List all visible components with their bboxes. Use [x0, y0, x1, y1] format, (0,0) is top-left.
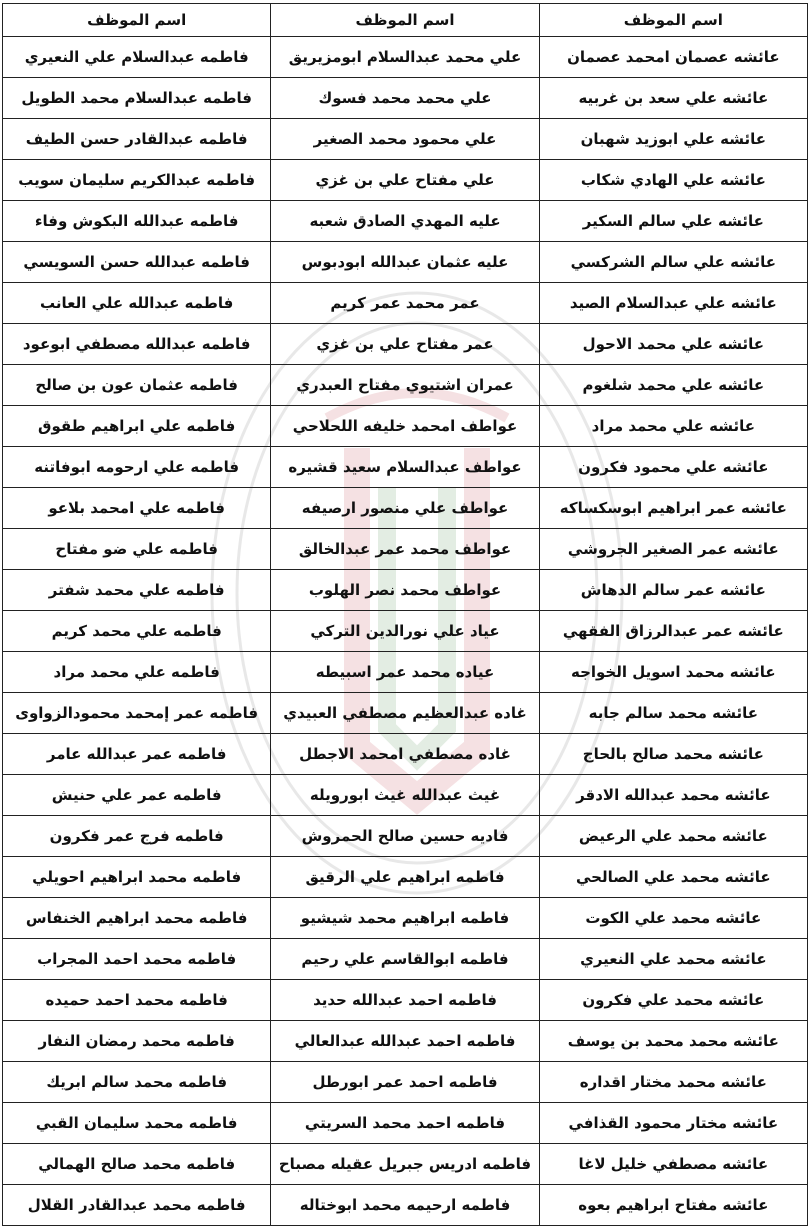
employee-name-cell: عائشه علي الهادي شكاب [539, 160, 807, 201]
employee-name-cell: عائشه محمد مختار اقداره [539, 1062, 807, 1103]
table-row [3, 857, 808, 898]
employee-name-cell: عياده محمد عمر اسبيطه [271, 652, 539, 693]
table-row [3, 570, 808, 611]
column-header: اسم الموظف [271, 4, 539, 37]
employee-name-cell: عائشه علي محمد الاحول [539, 324, 807, 365]
employee-name-cell: فاطمه محمد احمد المجراب [3, 939, 271, 980]
table-row [3, 529, 808, 570]
employee-name-cell: عائشه عمر الصغير الجروشي [539, 529, 807, 570]
employee-name-cell: علي مفتاح علي بن غزي [271, 160, 539, 201]
table-header-row [3, 4, 808, 37]
employee-name-cell: فاطمه احمد عبدالله عبدالعالي [271, 1021, 539, 1062]
employee-name-cell: عليه المهدي الصادق شعبه [271, 201, 539, 242]
table-body [3, 37, 808, 1226]
employee-name-cell: فاطمه محمد ابراهيم احويلي [3, 857, 271, 898]
employee-name-cell: فاطمه علي ارحومه ابوفاتنه [3, 447, 271, 488]
employee-name-cell: فاطمه عثمان عون بن صالح [3, 365, 271, 406]
employee-name-cell: فاطمه علي امحمد بلاعو [3, 488, 271, 529]
employee-name-cell: عياد علي نورالدين التركي [271, 611, 539, 652]
employee-name-cell: فاطمه ابوالقاسم علي رحيم [271, 939, 539, 980]
employee-name-cell: غاده عبدالعظيم مصطفي العبيدي [271, 693, 539, 734]
employee-name-cell: عائشه علي سعد بن غربيه [539, 78, 807, 119]
employee-name-cell: عائشه علي محمود فكرون [539, 447, 807, 488]
employee-name-cell: عواطف امحمد خليفه اللحلاحي [271, 406, 539, 447]
table-row [3, 1103, 808, 1144]
employee-name-cell: فاطمه احمد عمر ابورطل [271, 1062, 539, 1103]
table-row [3, 1021, 808, 1062]
employee-name-cell: فاطمه احمد عبدالله حديد [271, 980, 539, 1021]
employee-name-cell: عائشه محمد اسويل الخواجه [539, 652, 807, 693]
table-row [3, 283, 808, 324]
employee-name-cell: عائشه محمد علي فكرون [539, 980, 807, 1021]
employee-name-cell: عائشه علي سالم السكير [539, 201, 807, 242]
table-row [3, 775, 808, 816]
employee-name-cell: فاطمه محمد سليمان القبي [3, 1103, 271, 1144]
employee-name-cell: فاطمه محمد سالم ابريك [3, 1062, 271, 1103]
employee-name-cell: عمران اشتيوي مفتاح العبدري [271, 365, 539, 406]
employee-name-cell: علي محمد عبدالسلام ابومزيريق [271, 37, 539, 78]
employee-name-cell: فاطمه محمد رمضان النفار [3, 1021, 271, 1062]
employee-name-cell: عائشه محمد علي الرعيض [539, 816, 807, 857]
employee-name-cell: عائشه محمد محمد بن يوسف [539, 1021, 807, 1062]
employee-name-cell: فاطمه عبدالله البكوش وفاء [3, 201, 271, 242]
table-row [3, 324, 808, 365]
employee-name-cell: فاطمه محمد عبدالقادر القلال [3, 1185, 271, 1226]
table-row [3, 1185, 808, 1226]
employee-name-cell: فاطمه عبدالسلام علي النعيري [3, 37, 271, 78]
employee-name-cell: عائشه مفتاح ابراهيم بعوه [539, 1185, 807, 1226]
table-row [3, 242, 808, 283]
column-header: اسم الموظف [3, 4, 271, 37]
table-row [3, 734, 808, 775]
table-row [3, 488, 808, 529]
employee-name-cell: فاطمه علي محمد شفتر [3, 570, 271, 611]
employee-name-cell: فاطمه علي محمد مراد [3, 652, 271, 693]
table-row [3, 1144, 808, 1185]
employee-name-cell: فاطمه ابراهيم محمد شيشيو [271, 898, 539, 939]
employee-name-cell: عمر مفتاح علي بن غزي [271, 324, 539, 365]
employee-name-cell: عائشه عمر ابراهيم ابوسكساكه [539, 488, 807, 529]
employee-name-cell: فاطمه علي ضو مفتاح [3, 529, 271, 570]
table-row [3, 201, 808, 242]
employee-name-cell: فاطمه عبدالكريم سليمان سويب [3, 160, 271, 201]
employee-name-cell: عائشه عمر سالم الدهاش [539, 570, 807, 611]
employee-name-cell: عائشه محمد عبدالله الادقر [539, 775, 807, 816]
employee-name-cell: فاطمه محمد صالح الهمالي [3, 1144, 271, 1185]
employee-name-cell: عائشه مختار محمود القذافي [539, 1103, 807, 1144]
employee-name-cell: فاطمه عبدالله حسن السويسي [3, 242, 271, 283]
employee-name-cell: فاطمه علي ابراهيم طقوق [3, 406, 271, 447]
employee-name-cell: فاطمه محمد ابراهيم الخنفاس [3, 898, 271, 939]
employee-name-cell: فاطمه محمد احمد حميده [3, 980, 271, 1021]
employee-name-cell: علي محمد محمد فسوك [271, 78, 539, 119]
employee-name-cell: عمر محمد عمر كريم [271, 283, 539, 324]
employee-name-cell: فاطمه عبدالسلام محمد الطويل [3, 78, 271, 119]
table-row [3, 447, 808, 488]
employee-name-cell: عائشه علي ابوزيد شهبان [539, 119, 807, 160]
employee-name-cell: فاطمه عبدالله مصطفي ابوعود [3, 324, 271, 365]
employee-name-cell: فاطمه ابراهيم علي الرقيق [271, 857, 539, 898]
employees-table [2, 3, 808, 1226]
employee-name-cell: عائشه علي محمد شلغوم [539, 365, 807, 406]
table-row [3, 980, 808, 1021]
table-row [3, 939, 808, 980]
employee-name-cell: فاطمه عمر عبدالله عامر [3, 734, 271, 775]
column-header: اسم الموظف [539, 4, 807, 37]
table-row [3, 160, 808, 201]
table-row [3, 78, 808, 119]
employee-name-cell: فاطمه ارحيمه محمد ابوختاله [271, 1185, 539, 1226]
employee-name-cell: عائشه محمد علي النعيري [539, 939, 807, 980]
employee-name-cell: عائشه عمر عبدالرزاق الفقهي [539, 611, 807, 652]
employee-name-cell: فاطمه عمر إمحمد محمودالزواوى [3, 693, 271, 734]
employee-name-cell: عليه عثمان عبدالله ابودبوس [271, 242, 539, 283]
table-row [3, 1062, 808, 1103]
employee-name-cell: عواطف علي منصور ارصيفه [271, 488, 539, 529]
employee-name-cell: عائشه محمد سالم جابه [539, 693, 807, 734]
employee-name-cell: غاده مصطفي امحمد الاجطل [271, 734, 539, 775]
employee-name-cell: فاطمه ادريس جبريل عقيله مصباح [271, 1144, 539, 1185]
employee-name-cell: عائشه علي محمد مراد [539, 406, 807, 447]
employee-name-cell: عائشه علي عبدالسلام الصيد [539, 283, 807, 324]
employee-name-cell: فاطمه فرج عمر فكرون [3, 816, 271, 857]
employee-name-cell: فاطمه عمر علي حنيش [3, 775, 271, 816]
document-page [2, 3, 808, 1214]
employee-name-cell: عائشه علي سالم الشركسي [539, 242, 807, 283]
employee-name-cell: عائشه مصطفي خليل لاغا [539, 1144, 807, 1185]
employee-name-cell: فاديه حسين صالح الحمروش [271, 816, 539, 857]
employee-name-cell: عائشه محمد صالح بالحاج [539, 734, 807, 775]
employee-name-cell: عواطف محمد عمر عبدالخالق [271, 529, 539, 570]
table-row [3, 365, 808, 406]
table-row [3, 119, 808, 160]
table-row [3, 816, 808, 857]
table-row [3, 898, 808, 939]
employee-name-cell: فاطمه علي محمد كريم [3, 611, 271, 652]
table-row [3, 652, 808, 693]
employee-name-cell: عائشه عصمان امحمد عصمان [539, 37, 807, 78]
employee-name-cell: فاطمه عبدالله علي العانب [3, 283, 271, 324]
employee-name-cell: علي محمود محمد الصغير [271, 119, 539, 160]
employee-name-cell: غيث عبدالله غيث ابورويله [271, 775, 539, 816]
table-row [3, 37, 808, 78]
table-row [3, 406, 808, 447]
employee-name-cell: عواطف عبدالسلام سعيد قشيره [271, 447, 539, 488]
employee-name-cell: عواطف محمد نصر الهلوب [271, 570, 539, 611]
table-row [3, 693, 808, 734]
employee-name-cell: عائشه محمد علي الصالحي [539, 857, 807, 898]
table-row [3, 611, 808, 652]
employee-name-cell: فاطمه احمد محمد السريتي [271, 1103, 539, 1144]
employee-name-cell: فاطمه عبدالقادر حسن الطيف [3, 119, 271, 160]
employee-name-cell: عائشه محمد علي الكوت [539, 898, 807, 939]
